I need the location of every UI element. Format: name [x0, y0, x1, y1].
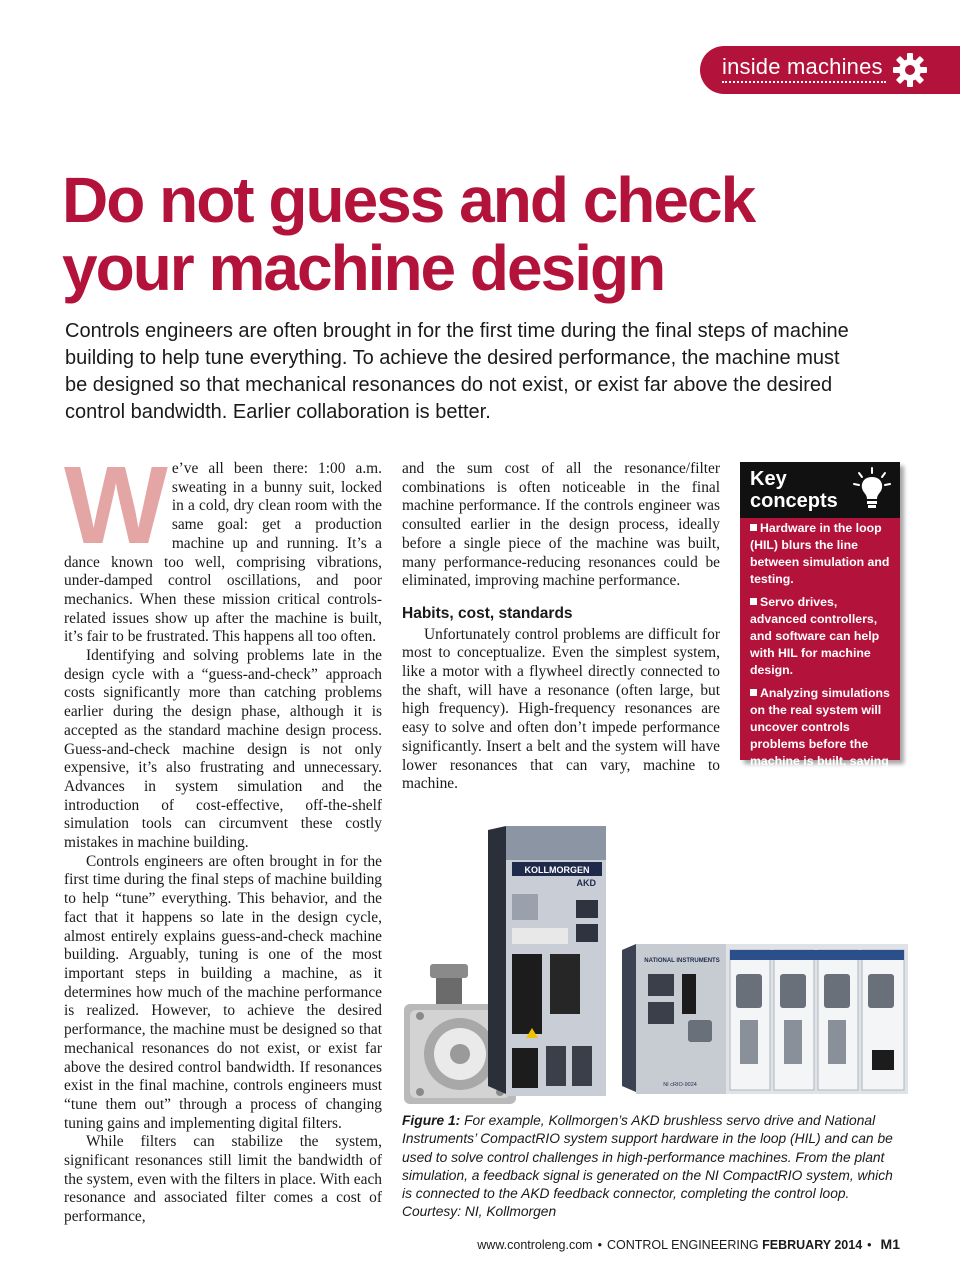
svg-text:NATIONAL INSTRUMENTS: NATIONAL INSTRUMENTS [644, 958, 720, 964]
footer-publication: CONTROL ENGINEERING [606, 1238, 759, 1252]
body-column-2 [402, 460, 720, 794]
key-concept-item: Servo drives, advanced controllers, and software can help with HIL for machine design. [750, 595, 880, 677]
body-paragraph: Identifying and solving problems late in the design cycle with a “guess-and-check” approach costs significantly more than catching problems earlier during the design phase, although it is accepted as the standard machine design process. Guess-and-check machine design is not only expensive, it’s also frustrating and unnecessary. Advances in system simulation and the introduction of cost-effective, off-the-shelf simulation tools can circumvent these costly mistakes in machine building. [64, 647, 382, 852]
body-paragraph: While filters can stabilize the system, significant resonances still limit the bandwidth of the system, even with the filters in place. With each resonance and associated filter comes a cost of performance, [64, 1133, 382, 1226]
drop-cap: W [64, 444, 164, 567]
ni-compactrio-image [622, 944, 908, 1094]
key-concepts-box [740, 462, 900, 785]
footer-website: www.controleng.com [477, 1238, 593, 1252]
page-number: M1 [880, 1236, 900, 1252]
key-concept-item: Analyzing simulations on the real system will uncover controls problems before the machine is built, saving cost and time. [750, 686, 890, 785]
body-paragraph: Controls engineers are often brought in for the first time during the final steps of machine building to help “tune” everything. This behavior, and the fact that it happens so late in the design cycle, almost entirely explains guess-and-check machine building. Arguably, tuning is one of the most important steps in building a machine, as it determines how much of the machine performance is realized. However, to achieve the desired performance, the machine must be designed so that mechanical resonances do not exist, or exist far above the desired control bandwidth. If resonances exist in the final machine, controls engineers must “tune them out” through a process of changing tuning gains and implementing digital filters. [64, 852, 382, 1132]
section-tab [700, 46, 960, 94]
key-concepts-title: Key concepts [750, 468, 838, 512]
body-paragraph: Unfortunately control problems are difficult for most to conceptualize. Even the simplest system, like a motor with a flywheel directly connected to the shaft, will have a resonance (often large, but high frequency). High-frequency resonances are easy to solve and often don’t impede performance significantly. Insert a belt and the system will have lower resonances that can vary, machine to machine. [402, 625, 720, 793]
page-footer: www.controleng.com • CONTROL ENGINEERING FEBRUARY 2014 • M1 [477, 1236, 900, 1252]
figure-caption [402, 1112, 902, 1222]
body-paragraph: and the sum cost of all the resonance/filter combinations is often noticeable in the final machine performance. If the controls engineer was consulted earlier in the design process, ideally before a single piece of the machine was built, many performance-reducing resonances could be eliminated, improving machine performance. [402, 460, 720, 590]
svg-text:AKD: AKD [576, 878, 596, 888]
key-concepts-list [750, 520, 896, 793]
headline-line-1: Do not guess and check [62, 164, 755, 236]
lightbulb-icon [850, 466, 894, 512]
figure-caption-text: For example, Kollmorgen’s AKD brushless servo drive and National Instruments’ CompactRIO system support hardware in the loop (HIL) and can be used to solve control challenges in high-performance machines. From the plant simulation, a feedback signal is generated on the NI CompactRIO system, which is connected to the AKD feedback connector, completing the control loop. Courtesy: NI, Kollmorgen [402, 1113, 893, 1220]
article-deck: Controls engineers are often brought in for the first time during the final steps of machine building to help tune everything. To achieve the desired performance, the machine must be designed so that mechanical resonances do not exist, or exist far above the desired control bandwidth. Earlier collaboration is better. [65, 320, 849, 423]
headline-line-2: your machine design [62, 232, 665, 304]
section-tab-dotted-rule [722, 81, 886, 83]
gear-icon [888, 48, 932, 92]
key-concepts-header [740, 462, 900, 518]
figure-photo [400, 824, 910, 1106]
article-headline [62, 166, 922, 302]
svg-text:KOLLMORGEN: KOLLMORGEN [524, 865, 590, 875]
akd-drive-image [488, 826, 606, 1096]
figure-label: Figure 1: [402, 1113, 461, 1128]
key-concept-item: Hardware in the loop (HIL) blurs the line between simulation and testing. [750, 521, 890, 586]
body-column-1 [64, 444, 382, 1227]
section-subhead: Habits, cost, standards [402, 604, 573, 622]
body-paragraph: We’ve all been there: 1:00 a.m. sweating in a bunny suit, locked in a cold, dry clean room with the same goal: get a production machine up and running. It’s a dance known too well, comprising vibrations, under-damped control oscillations, and poor mechanics. When these mission critical controls-related issues show up after the machine is built, it’s fair to be frustrated. This happens all too often. [64, 444, 382, 646]
footer-issue: FEBRUARY 2014 [762, 1238, 863, 1252]
section-tab-label: inside machines [722, 54, 883, 79]
svg-text:NI cRIO-9024: NI cRIO-9024 [663, 1082, 697, 1088]
